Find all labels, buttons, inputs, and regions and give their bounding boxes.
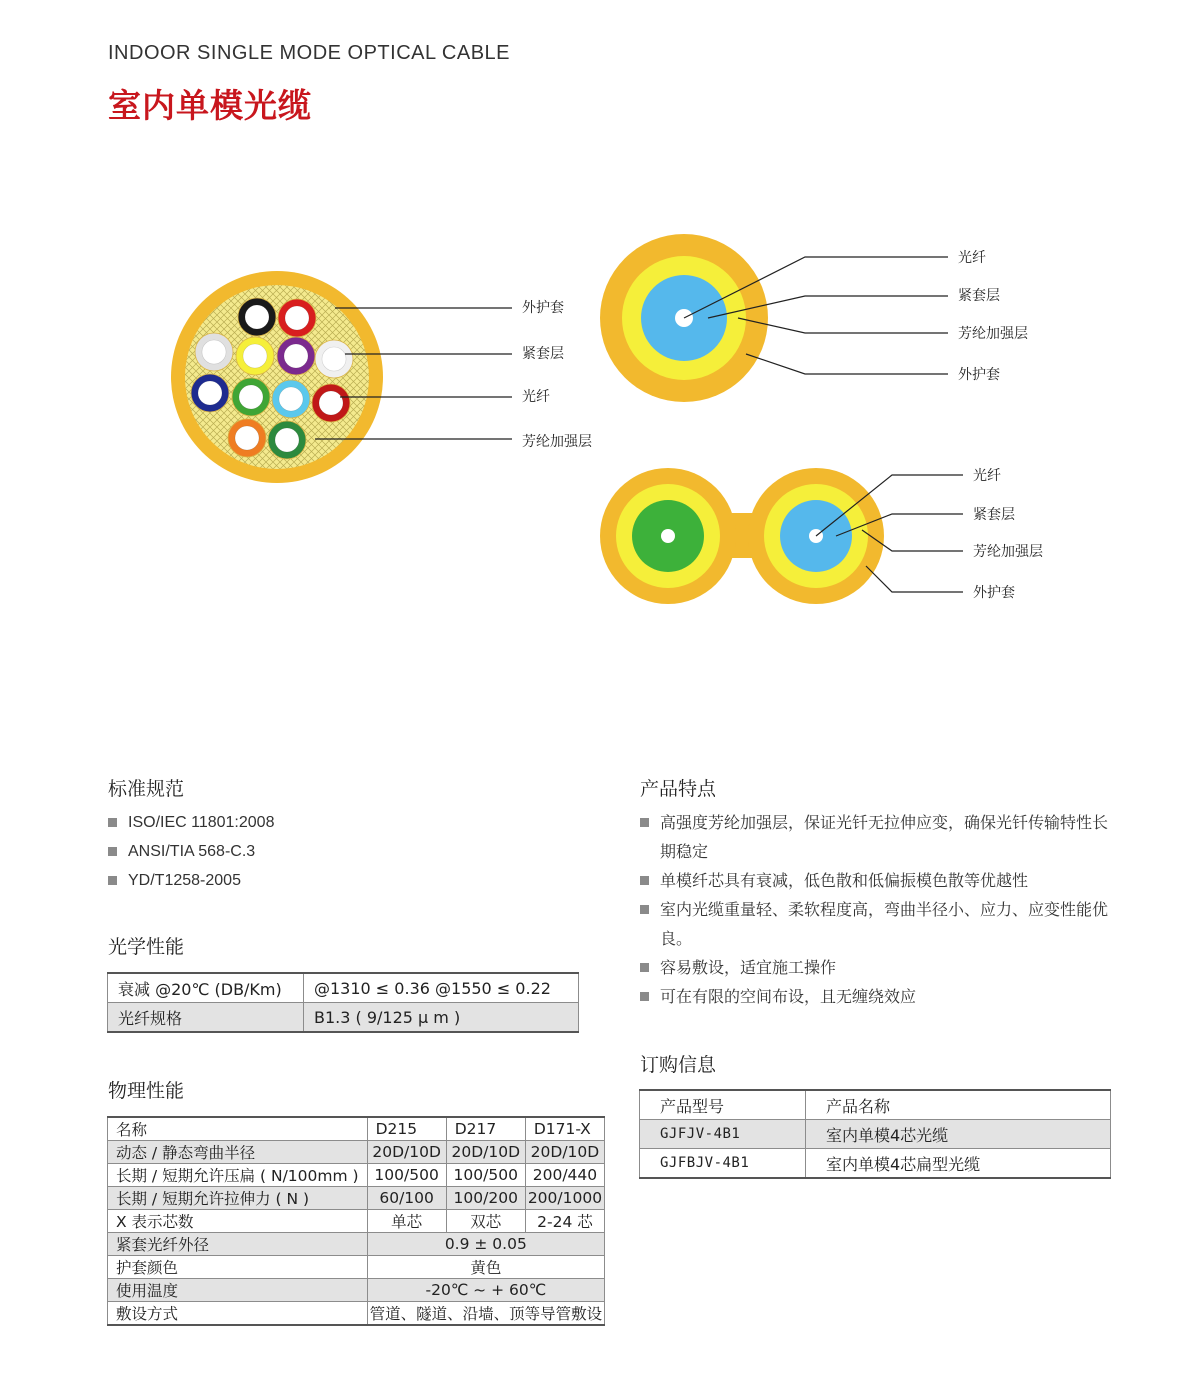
column-header: 产品型号 xyxy=(640,1090,806,1120)
physical-performance-table xyxy=(107,1116,605,1326)
bullet-square-icon xyxy=(640,905,649,914)
bullet-square-icon xyxy=(108,847,117,856)
table-row xyxy=(108,1279,605,1302)
table-row xyxy=(108,1141,605,1164)
product-model: GJFJV-4B1 xyxy=(640,1120,806,1149)
column-header: D217 xyxy=(446,1117,525,1141)
column-header: D171-X xyxy=(525,1117,604,1141)
standards-item: ANSI/TIA 568-C.3 xyxy=(108,837,274,866)
standards-heading: 标准规范 xyxy=(108,778,185,800)
column-header: D215 xyxy=(367,1117,446,1141)
dual-label-jacket: 外护套 xyxy=(973,585,1015,601)
physical-value: 100/200 xyxy=(446,1187,525,1210)
multi-label-tight-buffer: 紧套层 xyxy=(522,346,564,362)
multi-label-aramid: 芳纶加强层 xyxy=(522,434,592,450)
physical-value: 双芯 xyxy=(446,1210,525,1233)
bullet-square-icon xyxy=(640,963,649,972)
dual-label-aramid: 芳纶加强层 xyxy=(973,544,1043,560)
table-row xyxy=(108,1164,605,1187)
column-header: 产品名称 xyxy=(806,1090,1111,1120)
single-label-fiber: 光纤 xyxy=(958,250,986,266)
features-list xyxy=(640,808,1115,1011)
physical-param: 护套颜色 xyxy=(108,1256,368,1279)
table-row xyxy=(108,973,579,1003)
fiber-core xyxy=(235,426,259,450)
product-model: GJFBJV-4B1 xyxy=(640,1149,806,1179)
feature-item: 容易敷设，适宜施工操作 xyxy=(640,953,1115,982)
fiber-core xyxy=(284,344,308,368)
physical-param: 紧套光纤外径 xyxy=(108,1233,368,1256)
physical-value: 20D/10D xyxy=(446,1141,525,1164)
physical-value: 200/1000 xyxy=(525,1187,604,1210)
standards-list xyxy=(108,808,274,895)
bullet-square-icon xyxy=(640,876,649,885)
physical-param: 长期 / 短期允许压扁 ( N/100mm ) xyxy=(108,1164,368,1187)
dual-label-fiber: 光纤 xyxy=(973,468,1001,484)
bullet-square-icon xyxy=(640,818,649,827)
optical-heading: 光学性能 xyxy=(108,936,185,958)
physical-param: X 表示芯数 xyxy=(108,1210,368,1233)
single-label-aramid: 芳纶加强层 xyxy=(958,326,1028,342)
table-row xyxy=(640,1149,1111,1179)
column-header: 名称 xyxy=(108,1117,368,1141)
fiber-core xyxy=(285,306,309,330)
standards-item: ISO/IEC 11801:2008 xyxy=(108,808,274,837)
table-row xyxy=(108,1003,579,1033)
physical-value: -20℃ ~ + 60℃ xyxy=(367,1279,605,1302)
features-heading: 产品特点 xyxy=(640,778,717,800)
optical-value: B1.3 ( 9/125 μ m ) xyxy=(304,1003,579,1033)
table-row xyxy=(108,1187,605,1210)
physical-param: 动态 / 静态弯曲半径 xyxy=(108,1141,368,1164)
multi-core-cable-diagram xyxy=(171,271,592,483)
fiber-core xyxy=(275,428,299,452)
table-row xyxy=(108,1210,605,1233)
single-label-tight-buffer: 紧套层 xyxy=(958,288,1000,304)
page-title: 室内单模光缆 xyxy=(108,86,312,125)
physical-heading: 物理性能 xyxy=(108,1080,185,1102)
feature-item: 高强度芳纶加强层，保证光钎无拉伸应变，确保光钎传输特性长期稳定 xyxy=(640,808,1115,866)
optical-performance-table xyxy=(107,972,579,1033)
product-name: 室内单模4芯光缆 xyxy=(806,1120,1111,1149)
single-core-cable-diagram xyxy=(600,234,1028,402)
bullet-square-icon xyxy=(108,876,117,885)
dual-label-tight-buffer: 紧套层 xyxy=(973,507,1015,523)
page-subtitle-en: INDOOR SINGLE MODE OPTICAL CABLE xyxy=(108,42,511,64)
bullet-square-icon xyxy=(640,992,649,1001)
physical-value: 管道、隧道、沿墙、顶等导管敷设 xyxy=(367,1302,605,1326)
physical-param: 长期 / 短期允许拉伸力 ( N ) xyxy=(108,1187,368,1210)
table-header-row xyxy=(108,1117,605,1141)
fiber-core xyxy=(279,387,303,411)
physical-param: 使用温度 xyxy=(108,1279,368,1302)
physical-value: 黄色 xyxy=(367,1256,605,1279)
physical-value: 20D/10D xyxy=(367,1141,446,1164)
product-name: 室内单模4芯扁型光缆 xyxy=(806,1149,1111,1179)
physical-value: 2-24 芯 xyxy=(525,1210,604,1233)
feature-item: 可在有限的空间布设，且无缠绕效应 xyxy=(640,982,1115,1011)
fiber-core xyxy=(243,344,267,368)
optical-param: 衰减 @20℃ (DB/Km) xyxy=(108,973,304,1003)
bullet-square-icon xyxy=(108,818,117,827)
fiber-core xyxy=(245,305,269,329)
physical-value: 0.9 ± 0.05 xyxy=(367,1233,605,1256)
multi-label-jacket: 外护套 xyxy=(522,300,564,316)
physical-value: 100/500 xyxy=(367,1164,446,1187)
physical-value: 200/440 xyxy=(525,1164,604,1187)
feature-item: 室内光缆重量轻、柔软程度高，弯曲半径小、应力、应变性能优良。 xyxy=(640,895,1115,953)
optical-value: @1310 ≤ 0.36 @1550 ≤ 0.22 xyxy=(304,973,579,1003)
ordering-heading: 订购信息 xyxy=(640,1054,717,1076)
ordering-table xyxy=(639,1089,1111,1179)
standards-item: YD/T1258-2005 xyxy=(108,866,274,895)
fiber-core xyxy=(202,340,226,364)
dual-core-cable-diagram xyxy=(600,467,1043,604)
fiber-core xyxy=(239,385,263,409)
single-label-jacket: 外护套 xyxy=(958,367,1000,383)
multi-label-fiber: 光纤 xyxy=(522,389,550,405)
fiber-core xyxy=(322,347,346,371)
optical-param: 光纤规格 xyxy=(108,1003,304,1033)
table-row xyxy=(108,1233,605,1256)
table-row xyxy=(640,1120,1111,1149)
physical-value: 单芯 xyxy=(367,1210,446,1233)
fiber-core xyxy=(198,381,222,405)
feature-item: 单模纤芯具有衰减，低色散和低偏振模色散等优越性 xyxy=(640,866,1115,895)
physical-value: 20D/10D xyxy=(525,1141,604,1164)
fiber-core xyxy=(319,391,343,415)
table-row xyxy=(108,1256,605,1279)
physical-value: 60/100 xyxy=(367,1187,446,1210)
table-header-row xyxy=(640,1090,1111,1120)
physical-value: 100/500 xyxy=(446,1164,525,1187)
table-row xyxy=(108,1302,605,1326)
physical-param: 敷设方式 xyxy=(108,1302,368,1326)
